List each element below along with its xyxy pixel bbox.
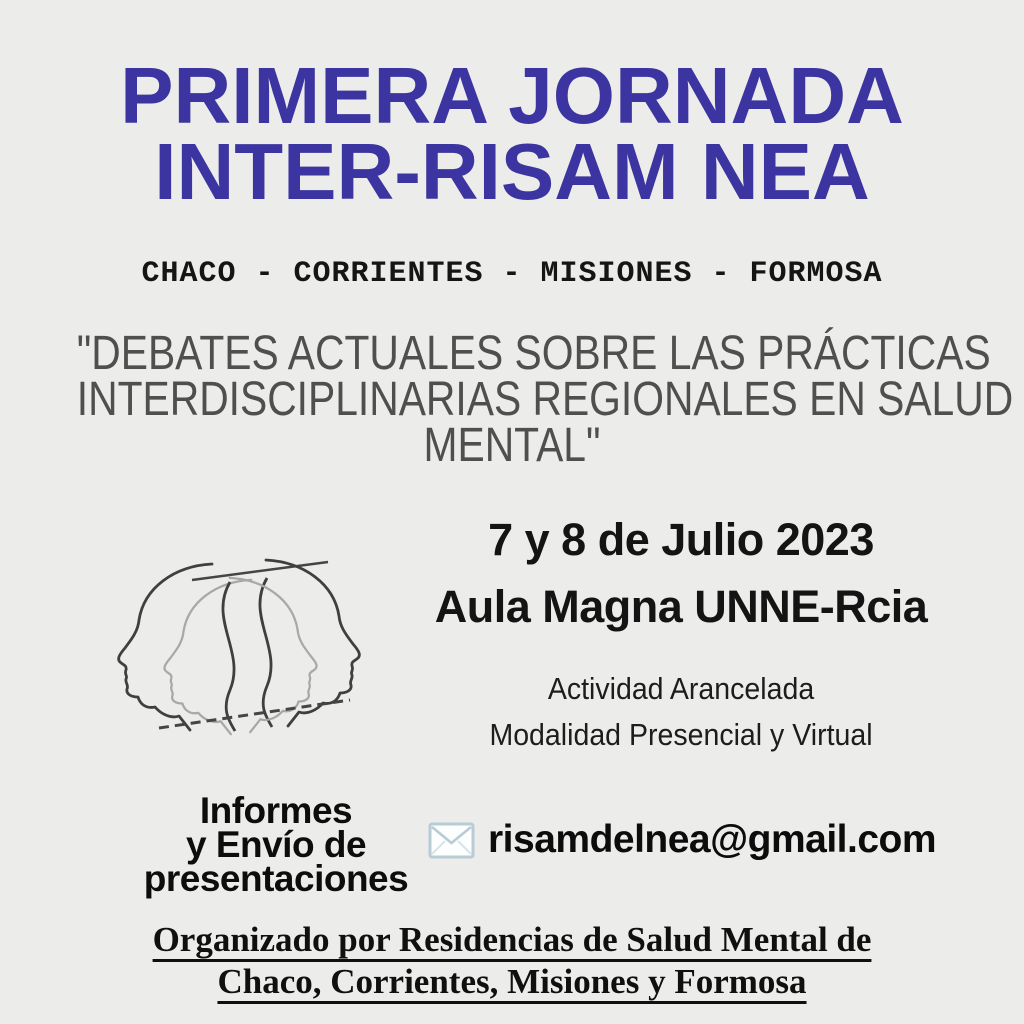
quote-line-1: "DEBATES ACTUALES SOBRE LAS PRÁCTICAS [76, 327, 991, 380]
submissions-line-1: Informes [199, 790, 353, 831]
event-conditions-block [446, 666, 915, 758]
contact-email: risamdelnea@gmail.com [488, 818, 937, 861]
organizer-line-2: Chaco, Corrientes, Misiones y Formosa [217, 962, 807, 1001]
event-date: 7 y 8 de Julio 2023 [488, 514, 874, 565]
overlapping-heads-illustration [104, 548, 404, 750]
event-modality: Modalidad Presencial y Virtual [489, 717, 873, 752]
submissions-line-3: presentaciones [143, 858, 409, 899]
event-title-line-1: PRIMERA JORNADA [120, 51, 904, 140]
quote-line-3: MENTAL" [423, 419, 601, 472]
event-title-line-2: INTER-RISAM NEA [154, 127, 870, 216]
date-venue-block [426, 506, 936, 640]
envelope-icon [428, 822, 475, 859]
event-title [0, 51, 1024, 216]
submissions-info-label [90, 790, 462, 899]
event-details [426, 506, 936, 758]
submissions-line-2: y Envío de [185, 824, 367, 865]
organizer-note [0, 919, 1024, 1003]
quote-line-2: INTERDISCIPLINARIAS REGIONALES EN SALUD [76, 373, 1014, 426]
contact-email-row [428, 818, 948, 862]
event-theme-quote [76, 327, 1014, 472]
event-fee-note: Actividad Arancelada [547, 671, 815, 706]
organizer-line-1: Organizado por Residencias de Salud Mental de [152, 920, 872, 959]
provinces-subtitle: CHACO - CORRIENTES - MISIONES - FORMOSA [141, 257, 883, 291]
event-venue: Aula Magna UNNE-Rcia [434, 581, 928, 632]
